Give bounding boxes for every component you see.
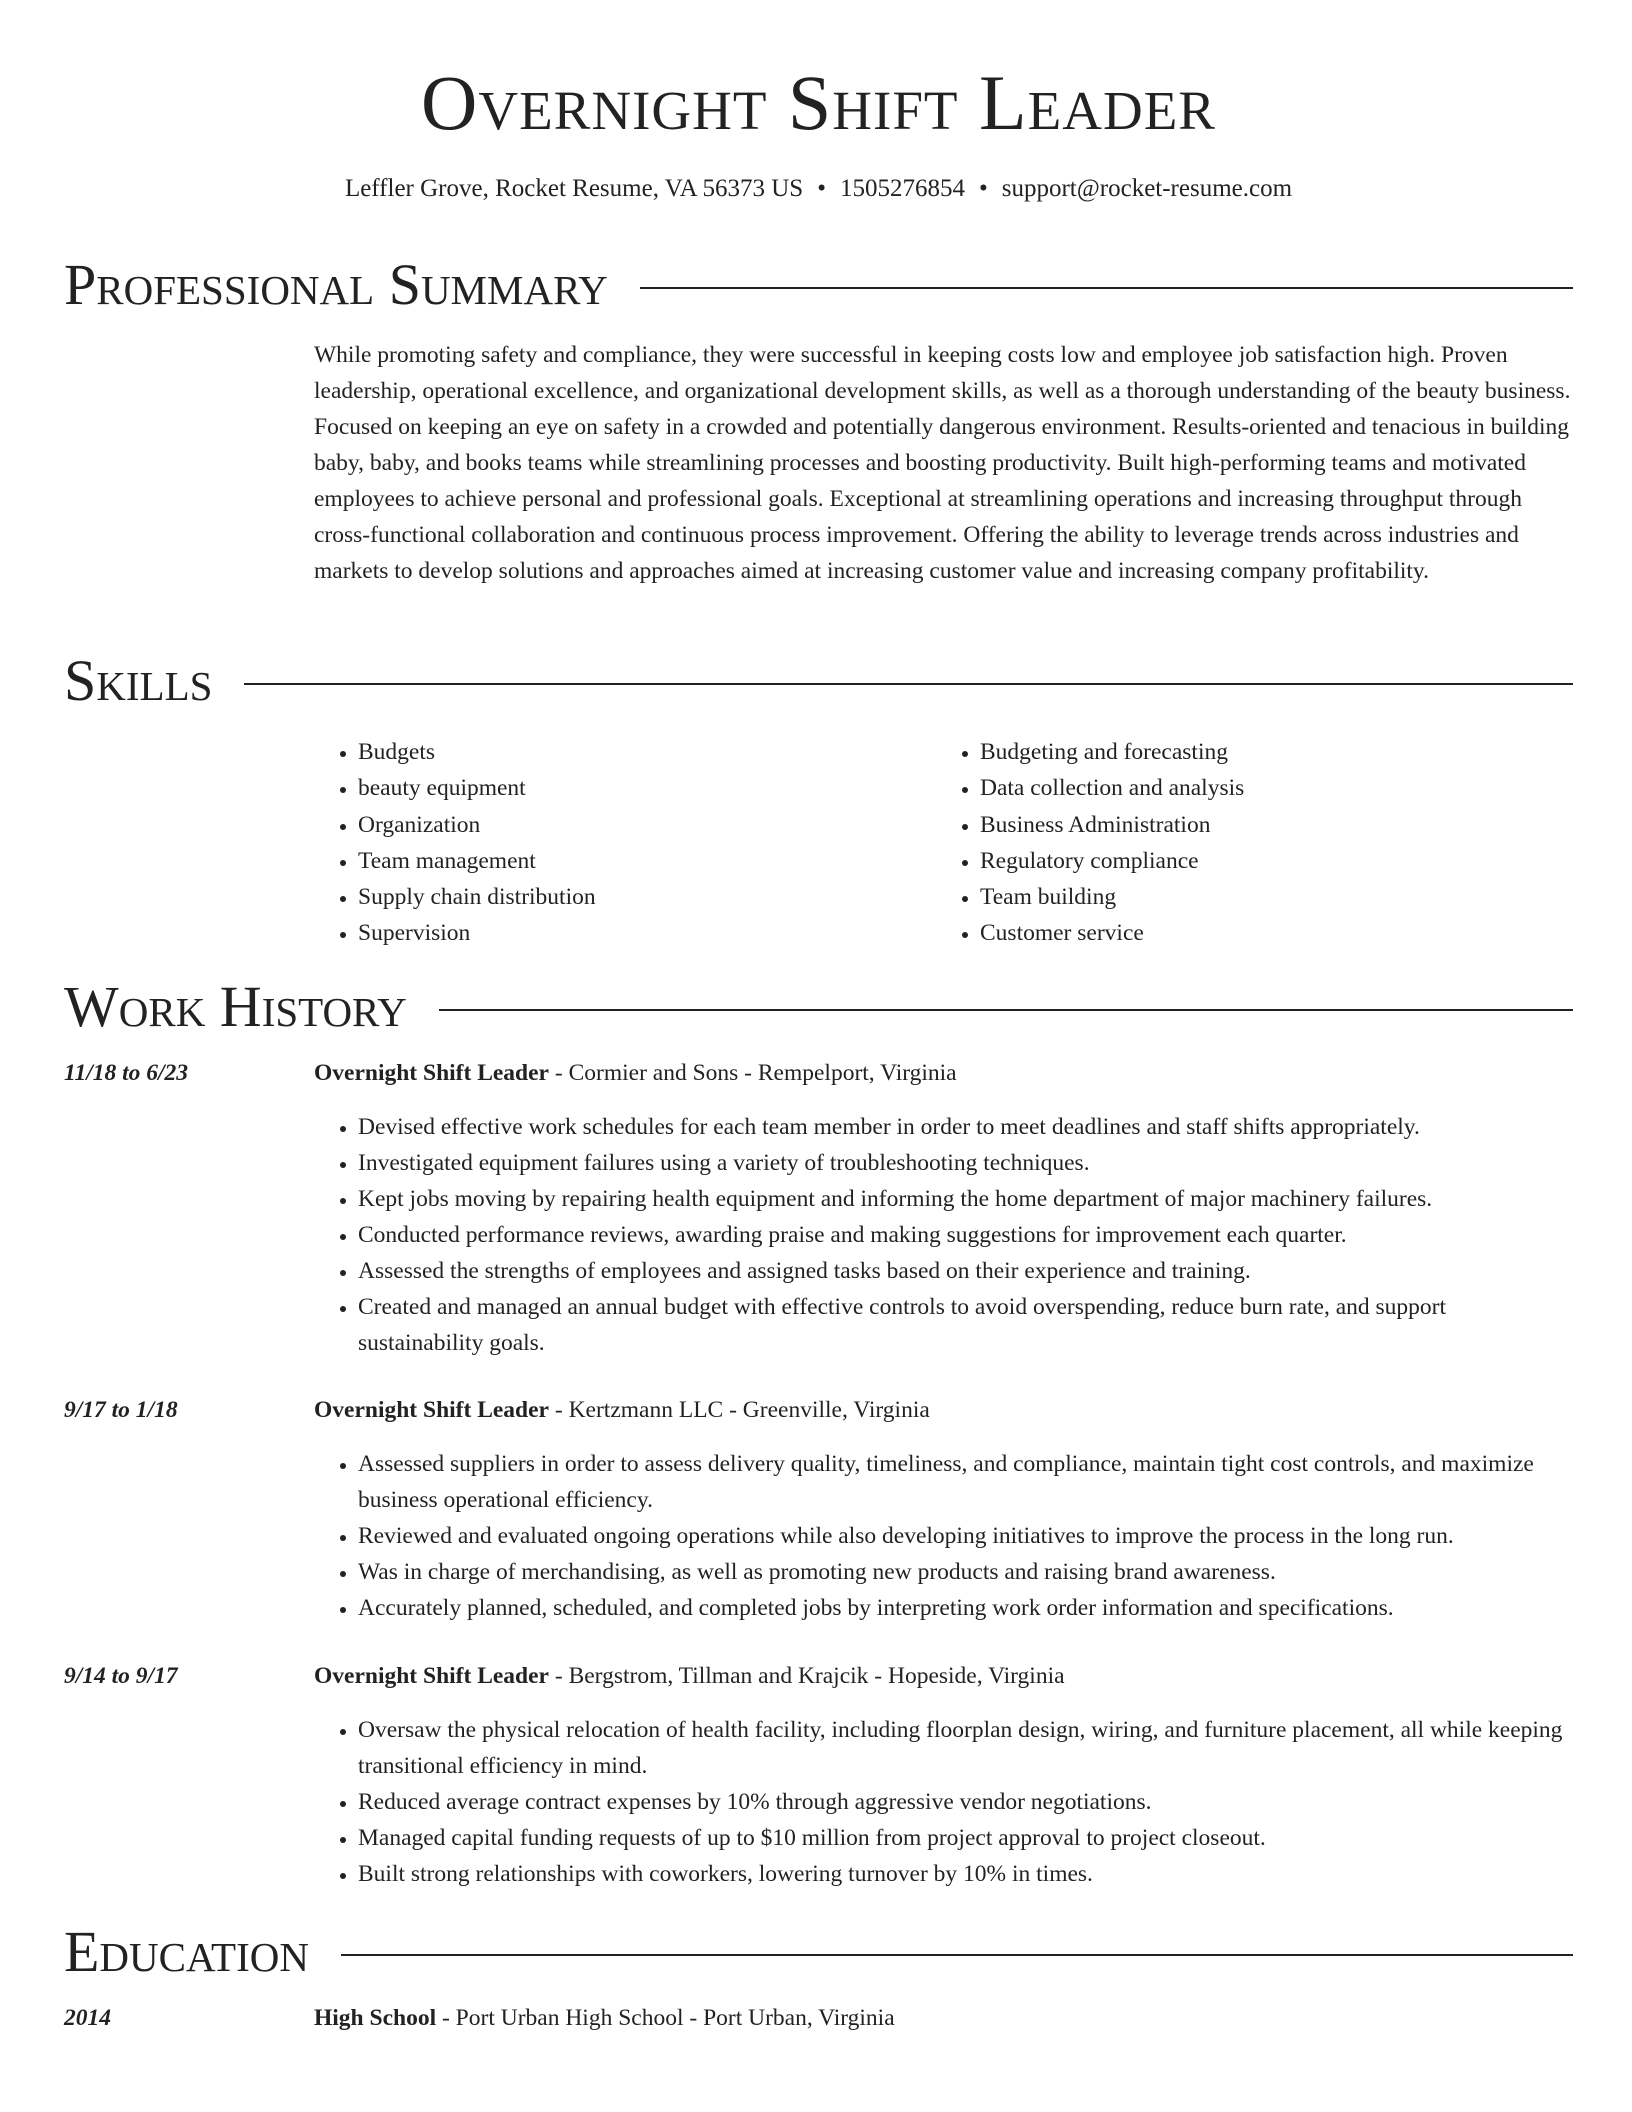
skill-item: • Budgeting and forecasting: [980, 734, 1553, 770]
skills-column-right: [931, 734, 1553, 952]
job-dates: 9/14 to 9/17: [64, 1663, 178, 1689]
skill-item: • Business Administration: [980, 807, 1553, 843]
job-bullet: • Created and managed an annual budget with effective controls to avoid overspending, reduce burn rate, and support sustainability goals.: [358, 1289, 1573, 1361]
education-year: 2014: [64, 2005, 111, 2031]
skill-item: • Supply chain distribution: [358, 879, 931, 915]
education-school: - Port Urban High School - Port Urban, Virginia: [436, 2005, 895, 2031]
job-title: Overnight Shift Leader: [314, 1397, 549, 1423]
job-bullet: • Devised effective work schedules for each team member in order to meet deadlines and staff shifts appropriately.: [358, 1109, 1573, 1145]
education-section-header: [64, 1917, 1573, 1987]
job-bullet: • Reduced average contract expenses by 10% through aggressive vendor negotiations.: [358, 1784, 1573, 1820]
section-divider: [640, 287, 1573, 289]
job-bullet: • Conducted performance reviews, awarding praise and making suggestions for improvement each quarter.: [358, 1217, 1573, 1253]
skill-item: • Customer service: [980, 915, 1553, 951]
summary-section-header: [64, 250, 1573, 320]
job-bullet: • Oversaw the physical relocation of health facility, including floorplan design, wiring, and furniture placement, all while keeping transitional efficiency in mind.: [358, 1712, 1573, 1784]
skill-item: • Regulatory compliance: [980, 843, 1553, 879]
separator: •: [817, 175, 826, 202]
job-bullet: • Reviewed and evaluated ongoing operations while also developing initiatives to improve the process in the long run.: [358, 1518, 1573, 1554]
skill-item: • Team building: [980, 879, 1553, 915]
skill-item: • Budgets: [358, 734, 931, 770]
contact-line: [64, 172, 1573, 206]
job-title-line: [314, 1658, 1573, 1694]
job-employer: - Bergstrom, Tillman and Krajcik - Hopeside, Virginia: [549, 1663, 1065, 1689]
section-divider: [244, 683, 1573, 685]
job-bullet: • Assessed the strengths of employees and assigned tasks based on their experience and training.: [358, 1253, 1573, 1289]
work-heading: Work History: [64, 974, 407, 1039]
job-bullets: [314, 1712, 1573, 1892]
skill-item: • Data collection and analysis: [980, 770, 1553, 806]
job-title: Overnight Shift Leader: [314, 1663, 549, 1689]
candidate-name: Overnight Shift Leader: [421, 59, 1216, 146]
job-bullet: • Managed capital funding requests of up to $10 million from project approval to project closeout.: [358, 1820, 1573, 1856]
job-employer: - Kertzmann LLC - Greenville, Virginia: [549, 1397, 930, 1423]
phone: 1505276854: [839, 175, 965, 202]
job-bullet: • Was in charge of merchandising, as well as promoting new products and raising brand awareness.: [358, 1554, 1573, 1590]
summary-heading: Professional Summary: [64, 252, 608, 317]
address: Leffler Grove, Rocket Resume, VA 56373 US: [344, 175, 804, 202]
education-degree: High School: [314, 2005, 437, 2031]
skills-list: [314, 734, 1573, 952]
skill-item: • beauty equipment: [358, 770, 931, 806]
job-dates: 11/18 to 6/23: [64, 1060, 189, 1086]
section-divider: [341, 1954, 1573, 1956]
job-bullet: • Accurately planned, scheduled, and completed jobs by interpreting work order information and specifications.: [358, 1590, 1573, 1626]
job-employer: - Cormier and Sons - Rempelport, Virginia: [549, 1060, 957, 1086]
skill-item: • Supervision: [358, 915, 931, 951]
job-title: Overnight Shift Leader: [314, 1060, 549, 1086]
skills-section-header: [64, 646, 1573, 716]
separator: •: [978, 175, 988, 202]
job-bullets: [314, 1109, 1573, 1361]
job-bullet: • Investigated equipment failures using a variety of troubleshooting techniques.: [358, 1145, 1573, 1181]
job-bullets: [314, 1446, 1573, 1626]
email: support@rocket-resume.com: [1001, 175, 1293, 202]
skills-column-left: [314, 734, 931, 952]
education-heading: Education: [64, 1919, 309, 1984]
job-bullet: • Assessed suppliers in order to assess delivery quality, timeliness, and compliance, maintain tight cost controls, and maximize business operational efficiency.: [358, 1446, 1573, 1518]
skill-item: • Team management: [358, 843, 931, 879]
job-dates: 9/17 to 1/18: [64, 1397, 178, 1423]
summary-text: While promoting safety and compliance, they were successful in keeping costs low and employee job satisfaction high. Proven leadership, operational excellence, and organizational development skills, as well as a thorough understanding of the beauty business. Focused on keeping an eye on safety in a crowded and potentially dangerous environment. Results-oriented and tenacious in building baby, baby, and books teams while streamlining processes and boosting productivity. Built high-performing teams and motivated employees to achieve personal and professional goals. Exceptional at streamlining operations and increasing throughput through cross-functional collaboration and continuous process improvement. Offering the ability to leverage trends across industries and markets to develop solutions and approaches aimed at increasing customer value and increasing company profitability.: [314, 342, 1571, 584]
job-title-line: [314, 1392, 1573, 1428]
skill-item: • Organization: [358, 807, 931, 843]
skills-heading: Skills: [64, 648, 213, 713]
job-bullet: • Built strong relationships with coworkers, lowering turnover by 10% in times.: [358, 1856, 1573, 1892]
job-title-line: [314, 1055, 1573, 1091]
education-line: [314, 2000, 1573, 2036]
work-section-header: [64, 972, 1573, 1042]
section-divider: [439, 1009, 1573, 1011]
job-bullet: • Kept jobs moving by repairing health equipment and informing the home department of major machinery failures.: [358, 1181, 1573, 1217]
